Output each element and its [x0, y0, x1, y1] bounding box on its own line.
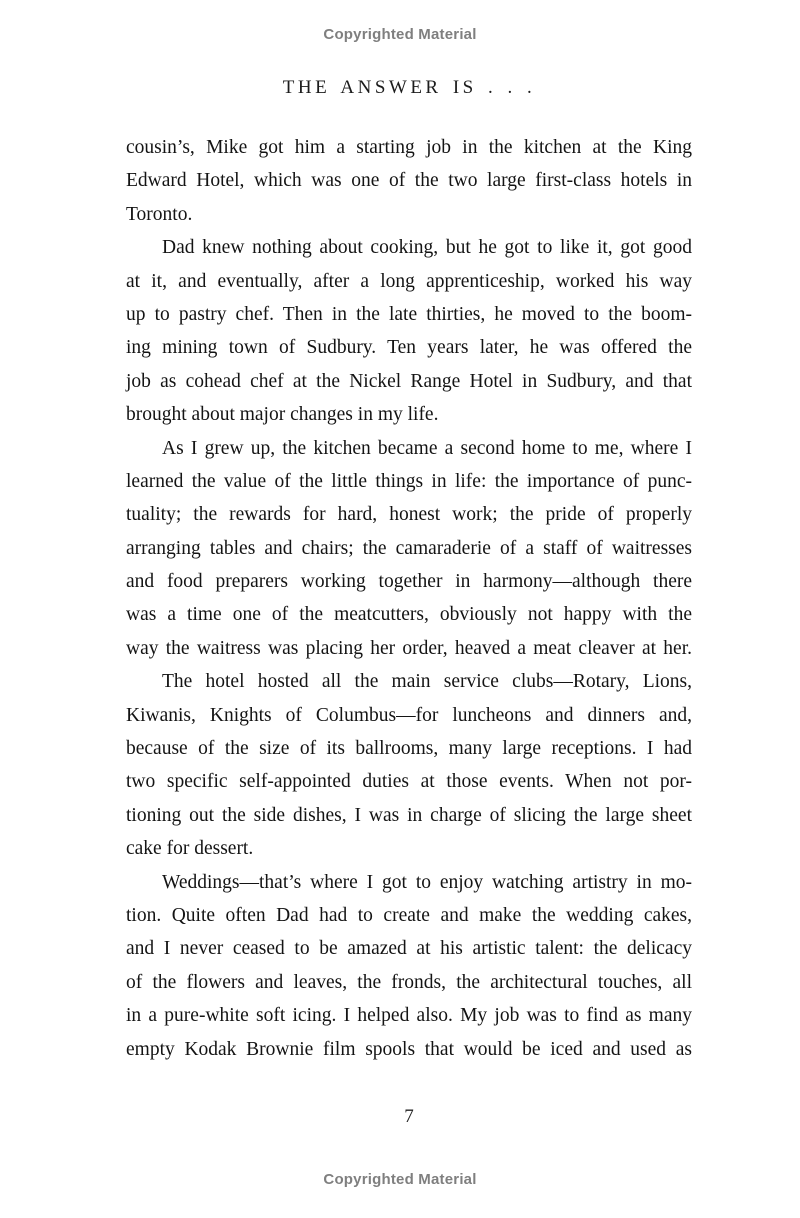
text-line: Toronto. [126, 203, 193, 225]
paragraph [126, 665, 692, 865]
paragraph [126, 866, 692, 1066]
text-line: Kiwanis, Knights of Columbus—for luncheons and dinners and, [126, 704, 692, 726]
text-line: in a pure-white soft icing. I helped also. My job was to find as many [126, 1005, 692, 1027]
text-line: at it, and eventually, after a long apprenticeship, worked his way [126, 270, 692, 292]
text-line: was a time one of the meatcutters, obviously not happy with the [126, 604, 692, 626]
text-line: arranging tables and chairs; the camaraderie of a staff of waitresses [126, 537, 692, 559]
text-line: As I grew up, the kitchen became a second home to me, where I [162, 437, 692, 459]
text-line: Weddings—that’s where I got to enjoy watching artistry in mo- [162, 871, 692, 893]
paragraph [126, 432, 692, 666]
text-line: two specific self-appointed duties at those events. When not por- [126, 771, 692, 793]
copyright-notice-bottom: Copyrighted Material [323, 1171, 477, 1188]
text-line: cake for dessert. [126, 838, 254, 860]
running-head: THE ANSWER IS . . . [282, 77, 536, 98]
text-line: brought about major changes in my life. [126, 404, 439, 426]
text-line: Dad knew nothing about cooking, but he got to like it, got good [162, 237, 692, 259]
paragraph [126, 231, 692, 431]
text-line: tioning out the side dishes, I was in charge of slicing the large sheet [126, 804, 692, 826]
text-line: Edward Hotel, which was one of the two large first-class hotels in [126, 170, 692, 192]
body-text [126, 131, 692, 1066]
page-number: 7 [404, 1106, 414, 1127]
text-line: and food preparers working together in harmony—although there [126, 571, 692, 593]
text-line: job as cohead chef at the Nickel Range Hotel in Sudbury, and that [126, 370, 692, 392]
text-line: tion. Quite often Dad had to create and make the wedding cakes, [126, 904, 692, 926]
text-line: tuality; the rewards for hard, honest work; the pride of properly [126, 504, 692, 526]
text-line: cousin’s, Mike got him a starting job in the kitchen at the King [126, 137, 692, 158]
text-line: ing mining town of Sudbury. Ten years later, he was offered the [126, 337, 692, 359]
text-line: learned the value of the little things in life: the importance of punc- [126, 470, 692, 492]
paragraph [126, 131, 692, 231]
copyright-notice-top: Copyrighted Material [323, 26, 477, 43]
text-line: empty Kodak Brownie film spools that would be iced and used as [126, 1038, 692, 1060]
text-line: up to pastry chef. Then in the late thirties, he moved to the boom- [126, 303, 692, 325]
text-line: The hotel hosted all the main service clubs—Rotary, Lions, [162, 671, 692, 693]
text-line: of the flowers and leaves, the fronds, the architectural touches, all [126, 971, 692, 993]
text-line: and I never ceased to be amazed at his artistic talent: the delicacy [126, 938, 692, 960]
text-line: way the waitress was placing her order, heaved a meat cleaver at her. [126, 637, 692, 659]
text-line: because of the size of its ballrooms, many large receptions. I had [126, 738, 692, 760]
